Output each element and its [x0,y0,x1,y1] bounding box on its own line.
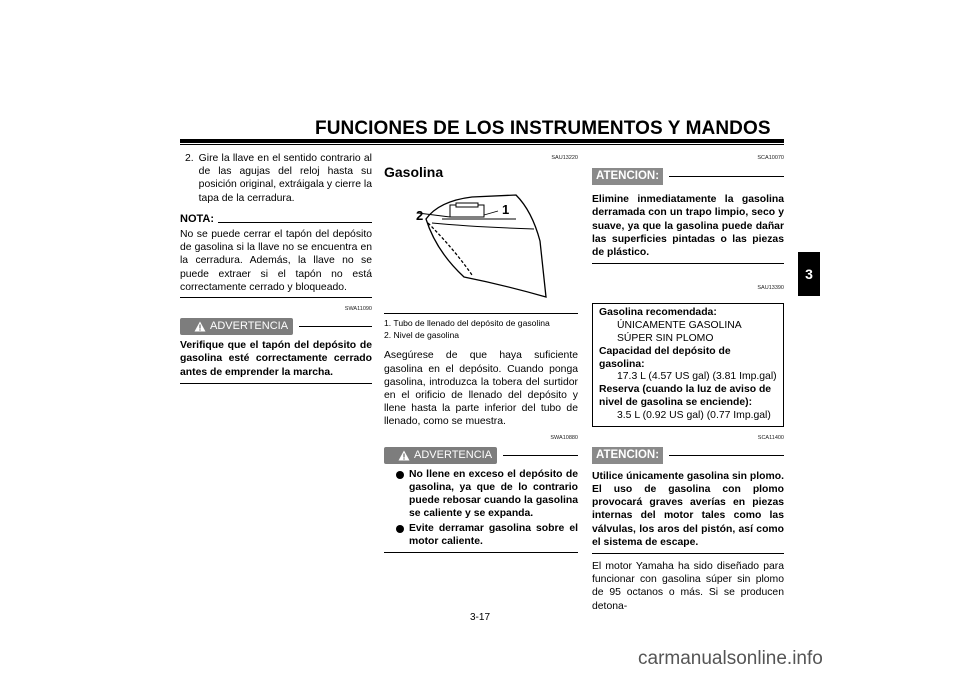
spec-label: Capacidad del depósito de gasolina: [599,345,731,370]
nota-heading [180,213,372,226]
warning-end-rule [180,383,372,384]
warning-label: ADVERTENCIA [210,320,289,333]
atencion-heading-2 [592,447,784,464]
figure-legend [384,317,578,341]
atencion-text-1: Elimine inmediatamente la gasolina derramada con un trapo limpio, seco y suave, ya que la gasolina puede dañar las superficies pintadas o las piezas de plástico. [592,194,784,259]
spec-value: 3.5 L (0.92 US gal) (0.77 Imp.gal) [617,409,771,421]
nota-text: No se puede cerrar el tapón del depósito de gasolina si la llave no se encuentra en la cerradura. Además, la llave no se puede extraer si el tapón no está correctamente cerrado y bloqueado. [180,229,372,293]
page-header-title: FUNCIONES DE LOS INSTRUMENTOS Y MANDOS [315,118,771,139]
spec-value: 17.3 L (4.57 US gal) (3.81 Imp.gal) [617,371,777,383]
step-item [180,152,372,205]
callout-1: 1 [502,202,510,218]
spec-label: Reserva (cuando la luz de aviso de nivel de gasolina se enciende): [599,384,772,408]
atencion-code-1: SCA10070 [757,155,784,161]
step-number: 2. [185,153,194,164]
warning-code: SWA11090 [344,306,372,313]
column-2 [384,152,578,553]
motor-body: El motor Yamaha ha sido diseñado para funcionar con gasolina súper sin plomo de 95 octanos o más. Si se producen detona- [592,561,784,612]
fuel-tank-figure [384,181,578,311]
atencion-rule-2 [669,455,784,456]
section-title: Gasolina [384,164,444,181]
warning-bullet [396,468,578,521]
page-number: 3-17 [470,612,491,623]
legend-item: 1. Tubo de llenado del depósito de gasolina [384,318,550,329]
fuel-tank-illustration [384,181,578,311]
atencion-end-rule-1 [592,263,784,264]
bullet-text: Evite derramar gasolina sobre el motor caliente. [409,522,578,547]
atencion-rule-1 [669,176,784,177]
fuel-spec-box [592,303,784,426]
warning-end-rule-2 [384,552,578,553]
nota-label: NOTA: [180,212,215,225]
warning-rule [299,326,372,327]
header-rule-thin [180,144,784,145]
warning-badge [180,318,293,335]
figure-rule [384,313,578,314]
bullet-dot-icon [396,471,404,479]
atencion-end-rule-2 [592,553,784,554]
spec-code: SAU13390 [757,285,784,292]
warning-label-2: ADVERTENCIA [414,448,493,461]
warning-bullets [384,468,578,548]
atencion-text-2: Utilice únicamente gasolina sin plomo. El uso de gasolina con plomo provocará graves averías en piezas internas del motor tales como las válvulas, los aros del pistón, así como el sistema de escape. [592,470,784,548]
step-text: Gire la llave en el sentido contrario al de las agujas del reloj hasta su posición original, extráigala y cierre la tapa de la cerradura. [198,153,372,204]
watermark[interactable]: carmanualsonline.info [638,648,823,669]
callout-2: 2 [416,208,424,224]
atencion-code-2: SCA11400 [757,434,784,441]
warning-rule-2 [503,455,578,456]
bullet-dot-icon [396,525,404,533]
nota-rule [218,222,372,223]
legend-item: 2. Nivel de gasolina [384,330,460,341]
atencion-badge-2: ATENCION: [592,447,663,464]
warning-text: Verifique que el tapón del depósito de gasolina esté correctamente cerrado antes de emprender la marcha. [180,340,372,378]
nota-end-rule [180,297,372,298]
section-code: SAU13220 [551,155,578,161]
warning-bullet [396,522,578,548]
column-3 [592,152,784,613]
warning-heading [180,318,372,335]
warning-code-2: SWA10880 [550,434,578,441]
gasolina-body: Asegúrese de que haya suficiente gasolina en el depósito. Cuando ponga gasolina, introduzca la tobera del surtidor en el orificio de llenado del depósito y llene hasta la parte inferior del tubo de llenado, como se muestra. [384,350,578,428]
warning-triangle-icon [398,450,410,461]
chapter-tab: 3 [798,252,820,296]
atencion-heading-1 [592,168,784,185]
warning-triangle-icon [194,321,206,332]
bullet-text: No llene en exceso el depósito de gasolina, ya que de lo contrario puede rebosar cuando la gasolina se caliente y se expanda. [409,468,578,520]
atencion-badge-1: ATENCION: [592,168,663,185]
spec-label: Gasolina recomendada: [599,307,717,319]
warning-heading-2 [384,447,578,464]
column-1 [180,152,372,384]
spec-value: ÚNICAMENTE GASOLINA SÚPER SIN PLOMO [617,320,742,345]
header-rule [180,139,784,143]
warning-badge-2 [384,447,497,464]
